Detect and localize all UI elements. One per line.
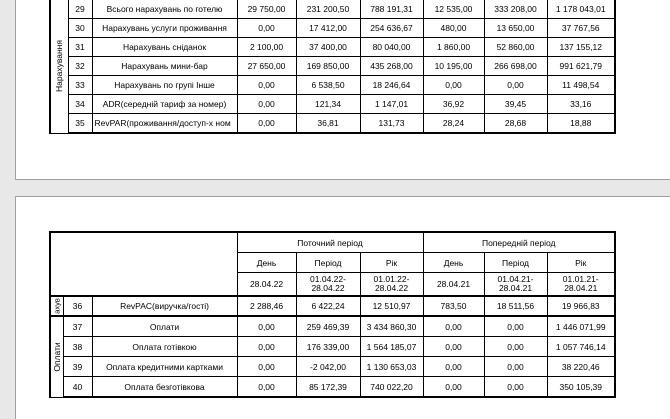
row-name: RevPAC(виручка/гості) — [92, 296, 237, 316]
cell-value: 0,00 — [237, 337, 296, 357]
date-day-previous: 28.04.21 — [423, 273, 484, 297]
cell-value: 0,00 — [423, 357, 484, 377]
cell-value: 783,50 — [423, 296, 484, 316]
cell-value: 52 860,00 — [484, 38, 547, 57]
row-name: Оплата кредитними картками — [92, 357, 237, 377]
table-row — [50, 114, 615, 134]
cell-value: 176 339,00 — [296, 337, 360, 357]
cell-value: 0,00 — [237, 76, 296, 95]
cell-value: 131,73 — [360, 114, 423, 134]
col-period-current: Період — [296, 253, 360, 273]
group-label: Нарахування — [50, 0, 68, 133]
date-period-current: 01.04.22- 28.04.22 — [296, 273, 360, 297]
group-label: Оплати — [50, 316, 63, 397]
cell-value: 3 434 860,30 — [360, 316, 423, 337]
cell-value: 18 246,64 — [360, 76, 423, 95]
row-num: 30 — [68, 19, 92, 38]
row-name: Всього нарахувань по готелю — [92, 0, 237, 19]
row-num: 31 — [68, 38, 92, 57]
cell-value: 0,00 — [237, 377, 296, 398]
table-row — [50, 76, 615, 95]
cell-value: 991 621,79 — [547, 57, 615, 76]
date-year-previous: 01.01.21- 28.04.21 — [547, 273, 615, 297]
col-day-previous: День — [423, 253, 484, 273]
row-name: ADR(середній тариф за номер) — [92, 95, 237, 114]
row-num: 39 — [63, 357, 92, 377]
cell-value: 1 057 746,14 — [547, 337, 615, 357]
cell-value: 333 208,00 — [484, 0, 547, 19]
cell-value: 0,00 — [423, 337, 484, 357]
cell-value: 480,00 — [423, 19, 484, 38]
cell-value: 0,00 — [237, 114, 296, 134]
cell-value: 0,00 — [237, 19, 296, 38]
cell-value: 137 155,12 — [547, 38, 615, 57]
cell-value: 80 040,00 — [360, 38, 423, 57]
cell-value: 18,88 — [547, 114, 615, 134]
cell-value: 39,45 — [484, 95, 547, 114]
cell-value: 0,00 — [423, 316, 484, 337]
cell-value: 27 650,00 — [237, 57, 296, 76]
table-row — [50, 38, 615, 57]
accruals-table — [49, 0, 616, 134]
cell-value: 1 147,01 — [360, 95, 423, 114]
cell-value: 259 469,39 — [296, 316, 360, 337]
cell-value: 0,00 — [237, 316, 296, 337]
col-period-previous: Період — [484, 253, 547, 273]
cell-value: 85 172,39 — [296, 377, 360, 398]
row-name: Нарахувань услуги проживання — [92, 19, 237, 38]
cell-value: 11 498,54 — [547, 76, 615, 95]
cell-value: 0,00 — [484, 357, 547, 377]
row-num: 34 — [68, 95, 92, 114]
cell-value: 1 130 653,03 — [360, 357, 423, 377]
row-num: 37 — [63, 316, 92, 337]
table-row — [50, 377, 615, 398]
cell-value: 1 860,00 — [423, 38, 484, 57]
row-name: Оплата безготівкова — [92, 377, 237, 398]
table-row — [50, 0, 615, 19]
cell-value: 28,24 — [423, 114, 484, 134]
cell-value: 2 100,00 — [237, 38, 296, 57]
cell-value: 0,00 — [423, 76, 484, 95]
cell-value: 0,00 — [423, 377, 484, 398]
row-num: 33 — [68, 76, 92, 95]
cell-value: 12 535,00 — [423, 0, 484, 19]
cell-value: 33,16 — [547, 95, 615, 114]
row-name: Оплати — [92, 316, 237, 337]
header-blank-cell — [50, 232, 237, 296]
cell-value: 1 178 043,01 — [547, 0, 615, 19]
row-name: Нарахувань сніданок — [92, 38, 237, 57]
cell-value: 19 966,83 — [547, 296, 615, 316]
table-row — [50, 337, 615, 357]
cell-value: 0,00 — [237, 357, 296, 377]
date-day-current: 28.04.22 — [237, 273, 296, 297]
cell-value: 254 636,67 — [360, 19, 423, 38]
cell-value: -2 042,00 — [296, 357, 360, 377]
cell-value: 231 200,50 — [296, 0, 360, 19]
cell-value: 37 767,56 — [547, 19, 615, 38]
cell-value: 121,34 — [296, 95, 360, 114]
cell-value: 740 022,20 — [360, 377, 423, 398]
cell-value: 435 268,00 — [360, 57, 423, 76]
cell-value: 36,92 — [423, 95, 484, 114]
cell-value: 28,68 — [484, 114, 547, 134]
group-label-accruals-cont: ахув — [50, 296, 63, 316]
table-row — [50, 19, 615, 38]
row-num: 35 — [68, 114, 92, 134]
cell-value: 169 850,00 — [296, 57, 360, 76]
table-row — [50, 357, 615, 377]
date-year-current: 01.01.22- 28.04.22 — [360, 273, 423, 297]
previous-period-header: Попередній період — [423, 232, 615, 253]
cell-value: 29 750,00 — [237, 0, 296, 19]
row-num: 29 — [68, 0, 92, 19]
row-num: 40 — [63, 377, 92, 398]
col-day-current: День — [237, 253, 296, 273]
report-page-2 — [15, 196, 670, 419]
cell-value: 17 412,00 — [296, 19, 360, 38]
cell-value: 6 422,24 — [296, 296, 360, 316]
cell-value: 10 195,00 — [423, 57, 484, 76]
table-row — [50, 57, 615, 76]
cell-value: 6 538,50 — [296, 76, 360, 95]
cell-value: 36,81 — [296, 114, 360, 134]
row-name: RevPAR(проживання/доступ-х ном — [92, 114, 237, 134]
cell-value: 18 511,56 — [484, 296, 547, 316]
col-year-current: Рік — [360, 253, 423, 273]
date-period-previous: 01.04.21- 28.04.21 — [484, 273, 547, 297]
row-num: 38 — [63, 337, 92, 357]
payments-table — [49, 231, 616, 398]
cell-value: 13 650,00 — [484, 19, 547, 38]
cell-value: 0,00 — [484, 76, 547, 95]
cell-value: 0,00 — [237, 95, 296, 114]
cell-value: 2 288,46 — [237, 296, 296, 316]
cell-value: 1 446 071,99 — [547, 316, 615, 337]
cell-value: 788 191,31 — [360, 0, 423, 19]
row-num: 36 — [63, 296, 92, 316]
cell-value: 38 220,46 — [547, 357, 615, 377]
cell-value: 266 698,00 — [484, 57, 547, 76]
row-name: Нарахувань по групі Інше — [92, 76, 237, 95]
row-name: Оплата готівкою — [92, 337, 237, 357]
cell-value: 0,00 — [484, 316, 547, 337]
table-row — [50, 316, 615, 337]
cell-value: 0,00 — [484, 337, 547, 357]
row-num: 32 — [68, 57, 92, 76]
report-page-1 — [15, 0, 670, 180]
current-period-header: Поточний період — [237, 232, 423, 253]
cell-value: 1 564 185,07 — [360, 337, 423, 357]
cell-value: 350 105,39 — [547, 377, 615, 398]
col-year-previous: Рік — [547, 253, 615, 273]
cell-value: 12 510,97 — [360, 296, 423, 316]
cell-value: 37 400,00 — [296, 38, 360, 57]
table-row — [50, 95, 615, 114]
cell-value: 0,00 — [484, 377, 547, 398]
row-name: Нарахувань мини-бар — [92, 57, 237, 76]
